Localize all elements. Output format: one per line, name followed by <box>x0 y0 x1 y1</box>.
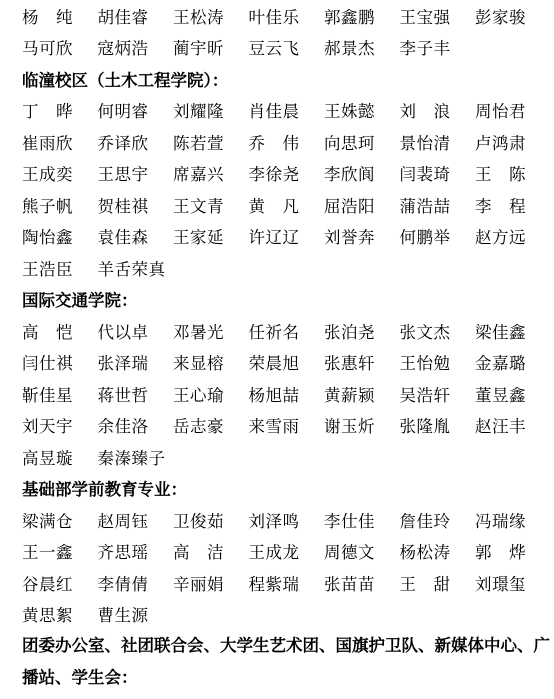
person-name: 王松涛 <box>173 7 224 27</box>
person-name: 向思珂 <box>324 133 375 153</box>
section-heading: 临潼校区（土木工程学院）： <box>22 70 229 90</box>
person-name: 王宝强 <box>399 7 451 27</box>
person-name: 来显榕 <box>173 354 224 374</box>
person-name: 王 甜 <box>399 574 451 594</box>
person-name: 吴浩轩 <box>399 385 451 405</box>
person-name: 贺桂祺 <box>97 196 149 216</box>
person-name: 张文杰 <box>399 322 451 342</box>
person-name: 张惠轩 <box>324 354 375 374</box>
section-heading: 团委办公室、社团联合会、大学生艺术团、国旗护卫队、新媒体中心、广播站、学生会： <box>22 636 550 687</box>
name-row <box>22 315 552 347</box>
person-name: 代以卓 <box>97 322 149 342</box>
person-name: 刘 浪 <box>399 102 451 122</box>
person-name: 刘璟玺 <box>475 574 526 594</box>
person-name: 张苗苗 <box>324 574 375 594</box>
person-name: 景怡清 <box>399 133 451 153</box>
document-body <box>22 0 552 693</box>
person-name: 高 恺 <box>22 322 73 342</box>
person-name: 张泊尧 <box>324 322 375 342</box>
person-name: 周怡君 <box>475 102 526 122</box>
person-name: 来雪雨 <box>248 417 300 437</box>
person-name: 陶怡鑫 <box>22 228 73 248</box>
person-name: 闫仕祺 <box>22 354 73 374</box>
person-name: 荣晨旭 <box>248 354 300 374</box>
name-row <box>22 126 552 158</box>
person-name: 熊子帆 <box>22 196 73 216</box>
name-row <box>22 252 552 284</box>
person-name: 郭鑫鹏 <box>324 7 375 27</box>
name-row <box>22 504 552 536</box>
person-name: 刘耀隆 <box>173 102 224 122</box>
person-name: 蔺宇昕 <box>173 39 224 59</box>
name-row <box>22 378 552 410</box>
person-name: 齐思瑶 <box>97 543 149 563</box>
person-name: 刘誉奔 <box>324 228 375 248</box>
person-name: 屈浩阳 <box>324 196 375 216</box>
person-name: 王家延 <box>173 228 224 248</box>
person-name: 程紫瑞 <box>248 574 300 594</box>
person-name: 岳志豪 <box>173 417 224 437</box>
person-name: 靳佳星 <box>22 385 73 405</box>
name-row <box>22 441 552 473</box>
person-name: 王怡勉 <box>399 354 451 374</box>
person-name: 谷晨红 <box>22 574 73 594</box>
person-name: 王成龙 <box>248 543 300 563</box>
person-name: 王思宇 <box>97 165 149 185</box>
person-name: 黄 凡 <box>248 196 300 216</box>
name-row <box>22 158 552 190</box>
person-name: 郭 烨 <box>475 543 526 563</box>
person-name: 叶佳乐 <box>248 7 300 27</box>
person-name: 王心瑜 <box>173 385 224 405</box>
person-name: 李徐尧 <box>248 165 300 185</box>
person-name: 黄思絮 <box>22 606 73 626</box>
person-name: 任祈名 <box>248 322 300 342</box>
person-name: 何鹏举 <box>399 228 451 248</box>
person-name: 袁佳森 <box>97 228 149 248</box>
person-name: 王成奕 <box>22 165 73 185</box>
person-name: 何明睿 <box>97 102 149 122</box>
person-name: 杨旭喆 <box>248 385 300 405</box>
name-row <box>22 536 552 568</box>
person-name: 杨松涛 <box>399 543 451 563</box>
person-name: 梁满仓 <box>22 511 73 531</box>
person-name: 谢玉炘 <box>324 417 375 437</box>
person-name: 许辽辽 <box>248 228 300 248</box>
person-name: 李仕佳 <box>324 511 375 531</box>
person-name: 郝景杰 <box>324 39 375 59</box>
person-name: 刘天宇 <box>22 417 73 437</box>
person-name: 乔 伟 <box>248 133 300 153</box>
person-name: 王文青 <box>173 196 224 216</box>
person-name: 李 程 <box>475 196 526 216</box>
person-name: 梁佳鑫 <box>475 322 526 342</box>
person-name: 詹佳玲 <box>399 511 451 531</box>
name-row <box>22 189 552 221</box>
name-row <box>22 32 552 64</box>
person-name: 丁 晔 <box>22 102 73 122</box>
person-name: 辛丽娟 <box>173 574 224 594</box>
person-name: 乔译欣 <box>97 133 149 153</box>
person-name: 赵周钰 <box>97 511 149 531</box>
person-name: 金嘉璐 <box>475 354 526 374</box>
person-name: 周德文 <box>324 543 375 563</box>
person-name: 王一鑫 <box>22 543 73 563</box>
person-name: 王 陈 <box>475 165 526 185</box>
name-row <box>22 599 552 631</box>
person-name: 崔雨欣 <box>22 133 73 153</box>
person-name: 张隆胤 <box>399 417 451 437</box>
person-name: 胡佳睿 <box>97 7 149 27</box>
person-name: 邓暑光 <box>173 322 224 342</box>
person-name: 蒲浩喆 <box>399 196 451 216</box>
person-name: 李子丰 <box>399 39 451 59</box>
person-name: 高昱璇 <box>22 448 73 468</box>
person-name: 肖佳晨 <box>248 102 300 122</box>
section-heading: 国际交通学院： <box>22 291 138 311</box>
person-name: 寇炳浩 <box>97 39 149 59</box>
person-name: 董昱鑫 <box>475 385 526 405</box>
person-name: 卢鸿肃 <box>475 133 526 153</box>
person-name: 王浩臣 <box>22 259 73 279</box>
person-name: 席嘉兴 <box>173 165 224 185</box>
person-name: 黄薪颍 <box>324 385 375 405</box>
name-row <box>22 221 552 253</box>
person-name: 余佳洛 <box>97 417 149 437</box>
person-name: 赵方远 <box>475 228 526 248</box>
person-name: 赵汪丰 <box>475 417 526 437</box>
person-name: 卫俊茹 <box>173 511 224 531</box>
name-row <box>22 95 552 127</box>
person-name: 秦溱臻子 <box>97 448 166 468</box>
person-name: 羊舌荣真 <box>97 259 166 279</box>
person-name: 刘泽鸣 <box>248 511 300 531</box>
person-name: 彭家骏 <box>475 7 526 27</box>
person-name: 闫裴琦 <box>399 165 451 185</box>
name-row <box>22 410 552 442</box>
person-name: 马可欣 <box>22 39 73 59</box>
person-name: 李欣阆 <box>324 165 375 185</box>
person-name: 豆云飞 <box>248 39 300 59</box>
person-name: 陈若萱 <box>173 133 224 153</box>
name-row <box>22 567 552 599</box>
section-heading: 基础部学前教育专业： <box>22 480 187 500</box>
person-name: 张泽瑞 <box>97 354 149 374</box>
person-name: 李倩倩 <box>97 574 149 594</box>
person-name: 杨 纯 <box>22 7 73 27</box>
person-name: 蒋世哲 <box>97 385 149 405</box>
person-name: 冯瑞缘 <box>475 511 526 531</box>
name-row <box>22 0 552 32</box>
name-row <box>22 347 552 379</box>
person-name: 王姝懿 <box>324 102 375 122</box>
person-name: 高 洁 <box>173 543 224 563</box>
person-name: 曹生源 <box>97 606 149 626</box>
